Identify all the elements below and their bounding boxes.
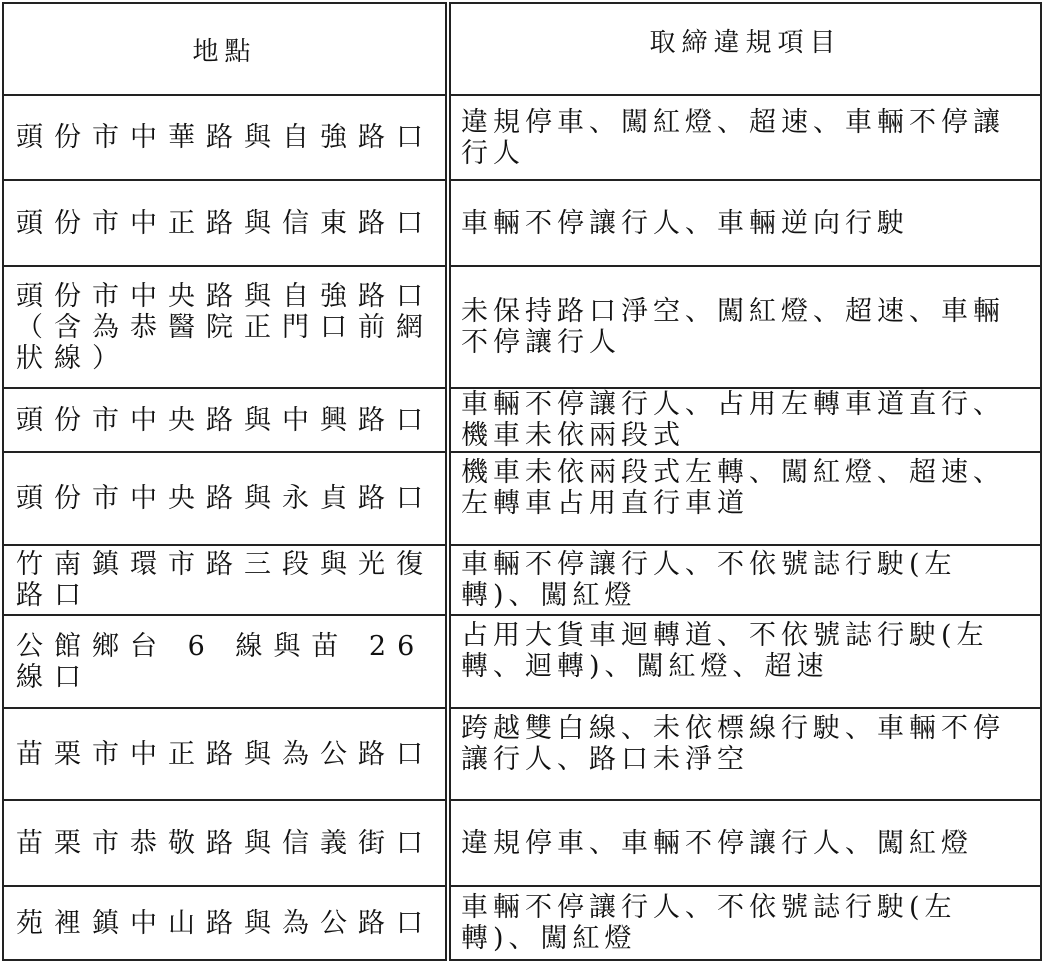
location-cell: 頭份市中央路與自強路口（含為恭醫院正門口前網狀線） <box>3 266 448 388</box>
violations-cell: 機車未依兩段式左轉、闖紅燈、超速、左轉車占用直行車道 <box>448 452 1041 545</box>
table-row <box>3 800 1041 886</box>
location-cell: 苗栗市中正路與為公路口 <box>3 708 448 800</box>
violations-cell: 違規停車、車輛不停讓行人、闖紅燈 <box>448 800 1041 886</box>
location-cell: 頭份市中正路與信東路口 <box>3 180 448 266</box>
table-row <box>3 615 1041 708</box>
violations-cell: 車輛不停讓行人、不依號誌行駛(左轉)、闖紅燈 <box>448 545 1041 615</box>
location-cell: 竹南鎮環市路三段與光復路口 <box>3 545 448 615</box>
violations-cell: 車輛不停讓行人、車輛逆向行駛 <box>448 180 1041 266</box>
table-row <box>3 708 1041 800</box>
table-row <box>3 266 1041 388</box>
location-cell: 苑裡鎮中山路與為公路口 <box>3 886 448 960</box>
location-header: 地點 <box>3 3 448 95</box>
table-row <box>3 886 1041 960</box>
violations-cell: 違規停車、闖紅燈、超速、車輛不停讓行人 <box>448 95 1041 180</box>
violations-cell: 車輛不停讓行人、占用左轉車道直行、機車未依兩段式 <box>448 388 1041 452</box>
table-row <box>3 388 1041 452</box>
location-cell: 頭份市中華路與自強路口 <box>3 95 448 180</box>
enforcement-table <box>2 2 1042 961</box>
violations-header: 取締違規項目 <box>448 3 1041 95</box>
location-cell: 頭份市中央路與永貞路口 <box>3 452 448 545</box>
violations-cell: 占用大貨車迴轉道、不依號誌行駛(左轉、迴轉)、闖紅燈、超速 <box>448 615 1041 708</box>
table-row <box>3 545 1041 615</box>
location-cell: 公館鄉台 6 線與苗 26 線口 <box>3 615 448 708</box>
table-row <box>3 180 1041 266</box>
violations-cell: 車輛不停讓行人、不依號誌行駛(左轉)、闖紅燈 <box>448 886 1041 960</box>
table-header-row <box>3 3 1041 95</box>
table-row <box>3 452 1041 545</box>
table-row <box>3 95 1041 180</box>
violations-cell: 未保持路口淨空、闖紅燈、超速、車輛不停讓行人 <box>448 266 1041 388</box>
location-cell: 頭份市中央路與中興路口 <box>3 388 448 452</box>
violations-cell: 跨越雙白線、未依標線行駛、車輛不停讓行人、路口未淨空 <box>448 708 1041 800</box>
location-cell: 苗栗市恭敬路與信義街口 <box>3 800 448 886</box>
